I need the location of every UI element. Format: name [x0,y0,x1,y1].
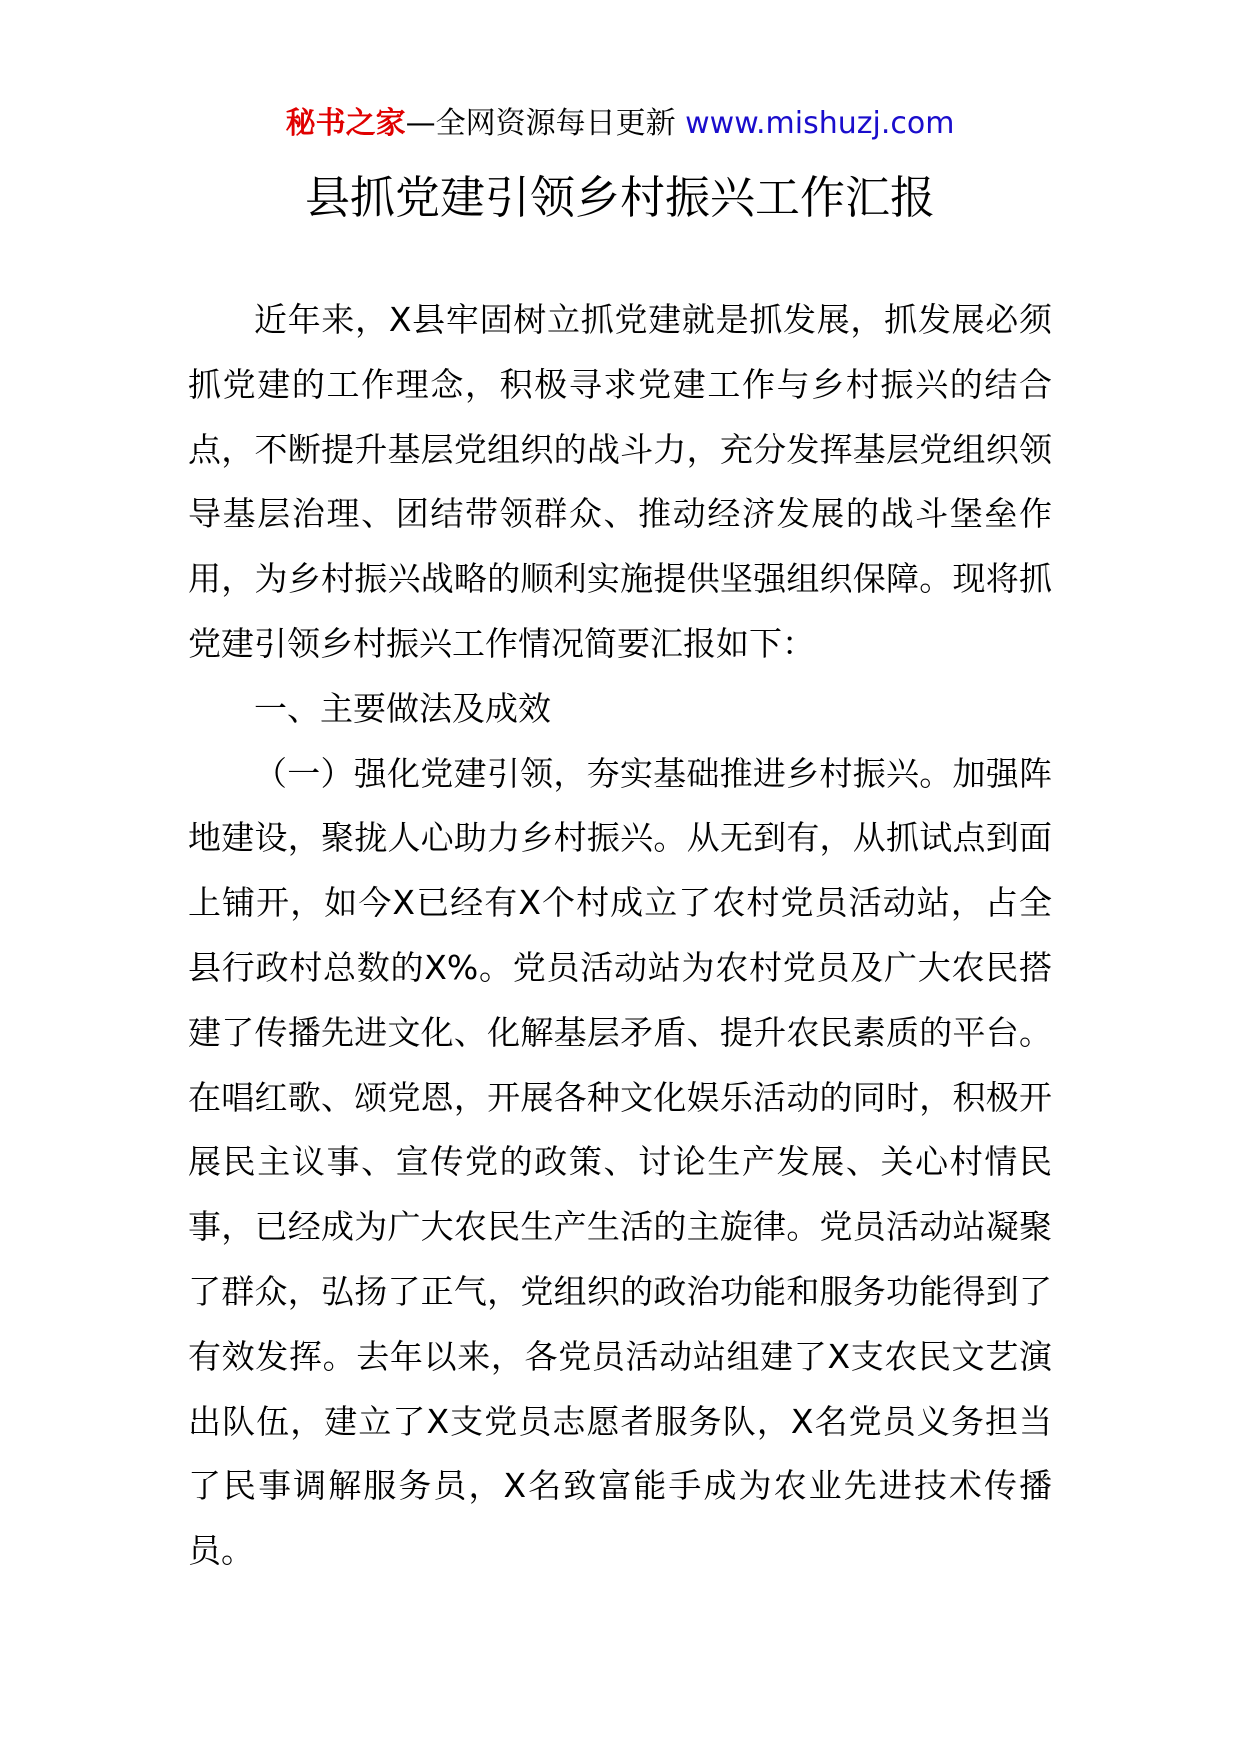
site-brand: 秘书之家 [285,106,406,141]
paragraph-subsection-1: （一）强化党建引领，夯实基础推进乡村振兴。加强阵地建设，聚拢人心助力乡村振兴。从无到有，从抓试点到面上铺开，如今X已经有X个村成立了农村党员活动站，占全县行政村总数的X%。党员活动站为农村党员及广大农民搭建了传播先进文化、化解基层矛盾、提升农民素质的平台。在唱红歌、颂党恩，开展各种文化娱乐活动的同时，积极开展民主议事、宣传党的政策、讨论生产发展、关心村情民事，已经成为广大农民生产生活的主旋律。党员活动站凝聚了群众，弘扬了正气，党组织的政治功能和服务功能得到了有效发挥。去年以来，各党员活动站组建了X支农民文艺演出队伍，建立了X支党员志愿者服务队，X名党员义务担当了民事调解服务员，X名致富能手成为农业先进技术传播员。 [188,753,1052,1571]
site-header [0,104,1240,144]
document-title: 县抓党建引领乡村振兴工作汇报 [304,171,935,224]
paragraph-intro: 近年来，X县牢固树立抓党建就是抓发展，抓发展必须抓党建的工作理念，积极寻求党建工作与乡村振兴的结合点，不断提升基层党组织的战斗力，充分发挥基层党组织领导基层治理、团结带领群众、推动经济发展的战斗堡垒作用，为乡村振兴战略的顺利实施提供坚强组织保障。现将抓党建引领乡村振兴工作情况简要汇报如下： [188,300,1052,663]
site-slogan: —全网资源每日更新 [405,106,686,141]
section-heading-1: 一、主要做法及成效 [254,688,551,728]
site-url-link[interactable]: www.mishuzj.com [685,106,955,141]
document-body [188,288,1052,1584]
